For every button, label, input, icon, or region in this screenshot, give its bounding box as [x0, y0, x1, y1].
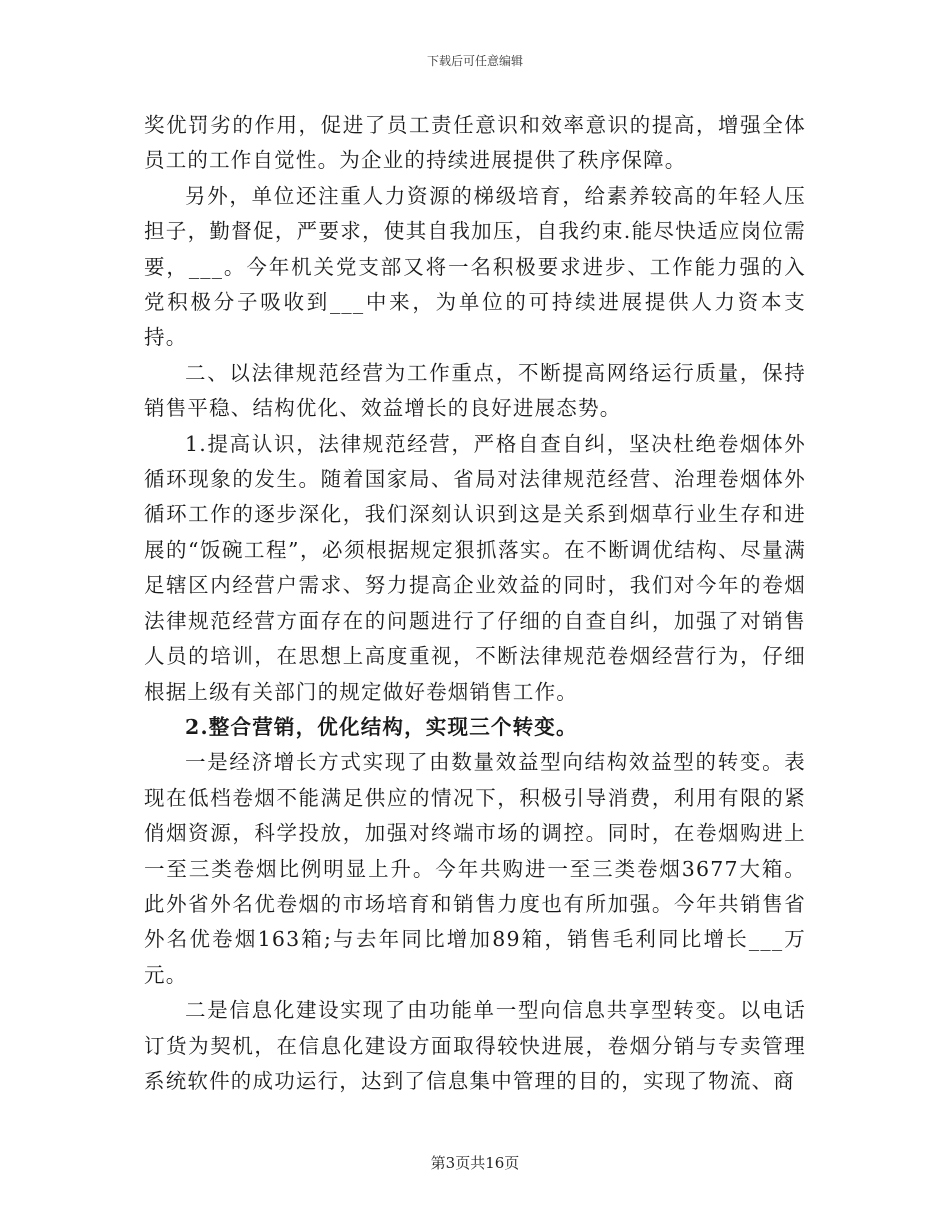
page-header: 下载后可任意编辑: [426, 54, 523, 68]
paragraph-3: 二、以法律规范经营为工作重点，不断提高网络运行质量，保持销售平稳、结构优化、效益增长的良好进展态势。: [144, 360, 806, 421]
paragraph-2: 另外，单位还注重人力资源的梯级培育，给素养较高的年轻人压担子，勤督促，严要求，使其自我加压，自我约束.能尽快适应岗位需要，___。今年机关党支部又将一名积极要求进步、工作能力强的入党积极分子吸收到___中来，为单位的可持续进展提供人力资本支持。: [144, 183, 806, 350]
paragraph-5: 一是经济增长方式实现了由数量效益型向结构效益型的转变。表现在低档卷烟不能满足供应的情况下，积极引导消费，利用有限的紧俏烟资源，科学投放，加强对终端市场的调控。同时，在卷烟购进上一至三类卷烟比例明显上升。今年共购进一至三类卷烟3677大箱。此外省外名优卷烟的市场培育和销售力度也有所加强。今年共销售省外名优卷烟163箱;与去年同比增加89箱，销售毛利同比增长___万元。: [144, 750, 806, 987]
paragraph-4: 1.提高认识，法律规范经营，严格自查自纠，坚决杜绝卷烟体外循环现象的发生。随着国家局、省局对法律规范经营、治理卷烟体外循环工作的逐步深化，我们深刻认识到这是关系到烟草行业生存和进展的“饭碗工程”，必须根据规定狠抓落实。在不断调优结构、尽量满足辖区内经营户需求、努力提高企业效益的同时，我们对今年的卷烟法律规范经营方面存在的问题进行了仔细的自查自纠，加强了对销售人员的培训，在思想上高度重视，不断法律规范卷烟经营行为，仔细根据上级有关部门的规定做好卷烟销售工作。: [144, 431, 806, 704]
document-body: [144, 108, 806, 1099]
paragraph-1: 奖优罚劣的作用，促进了员工责任意识和效率意识的提高，增强全体员工的工作自觉性。为企业的持续进展提供了秩序保障。: [144, 113, 806, 173]
page-footer: 第3页共16页: [430, 1154, 520, 1172]
section-heading: 2.整合营销，优化结构，实现三个转变。: [185, 714, 578, 739]
paragraph-6: 二是信息化建设实现了由功能单一型向信息共享型转变。以电话订货为契机，在信息化建设方面取得较快进展，卷烟分销与专卖管理系统软件的成功运行，达到了信息集中管理的目的，实现了物流、商: [144, 998, 806, 1093]
